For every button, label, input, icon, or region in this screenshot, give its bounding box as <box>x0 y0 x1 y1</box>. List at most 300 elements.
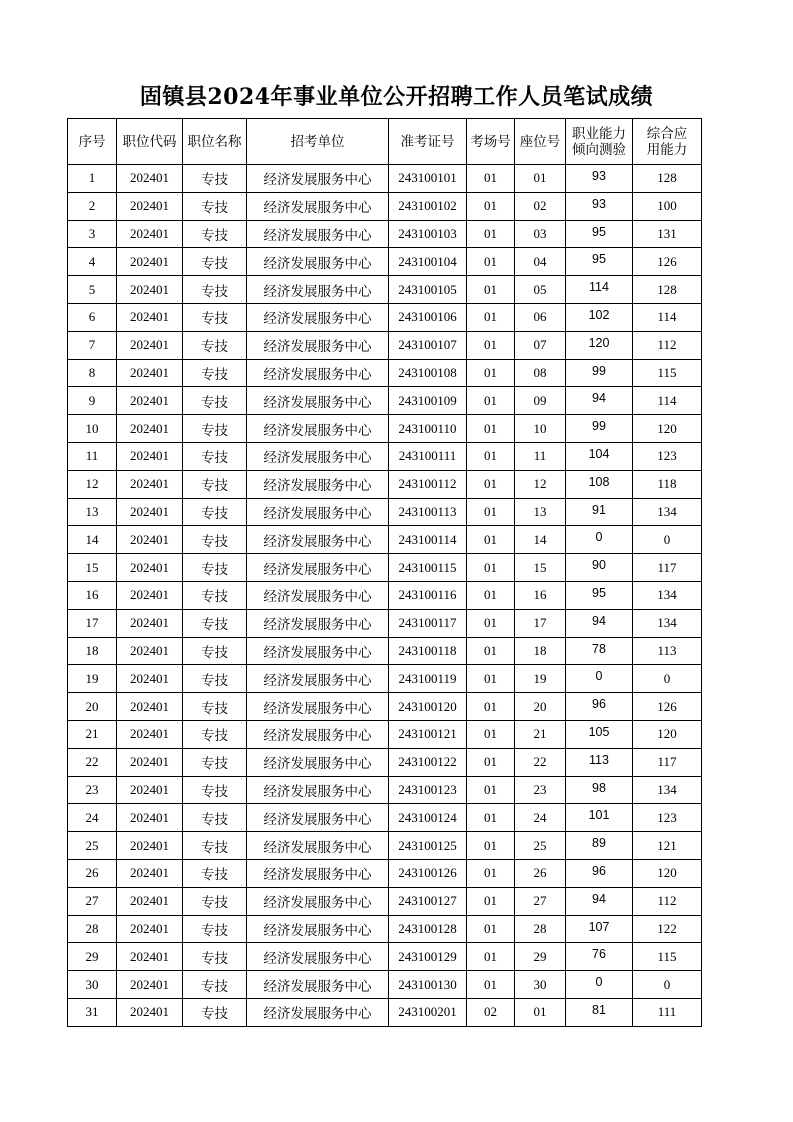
cell-position-code: 202401 <box>117 498 183 526</box>
cell-position-name: 专技 <box>183 415 247 443</box>
cell-position-code: 202401 <box>117 832 183 860</box>
cell-seat: 15 <box>515 554 566 582</box>
cell-ticket-number: 243100118 <box>389 637 467 665</box>
cell-applied-score: 114 <box>633 303 702 331</box>
cell-applied-score: 117 <box>633 554 702 582</box>
cell-exam-room: 01 <box>467 498 515 526</box>
table-header-row <box>68 119 702 165</box>
cell-seat: 18 <box>515 637 566 665</box>
cell-ticket-number: 243100122 <box>389 748 467 776</box>
cell-index: 25 <box>68 832 117 860</box>
cell-recruiting-unit: 经济发展服务中心 <box>247 804 389 832</box>
cell-position-name: 专技 <box>183 720 247 748</box>
cell-exam-room: 01 <box>467 303 515 331</box>
cell-recruiting-unit: 经济发展服务中心 <box>247 887 389 915</box>
cell-seat: 08 <box>515 359 566 387</box>
cell-position-code: 202401 <box>117 387 183 415</box>
cell-position-name: 专技 <box>183 943 247 971</box>
cell-recruiting-unit: 经济发展服务中心 <box>247 609 389 637</box>
cell-ticket-number: 243100130 <box>389 971 467 999</box>
table-row <box>68 693 702 721</box>
cell-index: 18 <box>68 637 117 665</box>
table-row <box>68 609 702 637</box>
cell-position-code: 202401 <box>117 943 183 971</box>
cell-applied-score: 0 <box>633 971 702 999</box>
cell-exam-room: 01 <box>467 804 515 832</box>
cell-position-code: 202401 <box>117 303 183 331</box>
cell-exam-room: 01 <box>467 359 515 387</box>
cell-exam-room: 01 <box>467 526 515 554</box>
cell-index: 16 <box>68 581 117 609</box>
cell-seat: 23 <box>515 776 566 804</box>
cell-recruiting-unit: 经济发展服务中心 <box>247 498 389 526</box>
cell-ticket-number: 243100125 <box>389 832 467 860</box>
cell-position-name: 专技 <box>183 859 247 887</box>
cell-exam-room: 01 <box>467 637 515 665</box>
table-row <box>68 220 702 248</box>
cell-exam-room: 01 <box>467 748 515 776</box>
cell-aptitude-score: 76 <box>566 943 633 971</box>
cell-ticket-number: 243100111 <box>389 442 467 470</box>
cell-ticket-number: 243100115 <box>389 554 467 582</box>
cell-aptitude-score: 94 <box>566 887 633 915</box>
col-header-seat: 座位号 <box>515 119 566 165</box>
cell-index: 31 <box>68 998 117 1026</box>
cell-ticket-number: 243100129 <box>389 943 467 971</box>
cell-exam-room: 01 <box>467 165 515 193</box>
cell-position-code: 202401 <box>117 915 183 943</box>
cell-applied-score: 134 <box>633 609 702 637</box>
cell-position-name: 专技 <box>183 665 247 693</box>
cell-seat: 29 <box>515 943 566 971</box>
table-row <box>68 859 702 887</box>
cell-index: 12 <box>68 470 117 498</box>
cell-applied-score: 134 <box>633 776 702 804</box>
cell-ticket-number: 243100106 <box>389 303 467 331</box>
cell-ticket-number: 243100112 <box>389 470 467 498</box>
cell-position-name: 专技 <box>183 442 247 470</box>
cell-applied-score: 134 <box>633 498 702 526</box>
cell-applied-score: 131 <box>633 220 702 248</box>
cell-seat: 04 <box>515 248 566 276</box>
cell-index: 11 <box>68 442 117 470</box>
table-row <box>68 971 702 999</box>
cell-exam-room: 01 <box>467 665 515 693</box>
cell-position-code: 202401 <box>117 665 183 693</box>
table-row <box>68 442 702 470</box>
cell-applied-score: 128 <box>633 165 702 193</box>
cell-aptitude-score: 0 <box>566 665 633 693</box>
cell-position-code: 202401 <box>117 276 183 304</box>
cell-aptitude-score: 95 <box>566 248 633 276</box>
cell-ticket-number: 243100124 <box>389 804 467 832</box>
cell-seat: 01 <box>515 998 566 1026</box>
cell-ticket-number: 243100110 <box>389 415 467 443</box>
cell-index: 1 <box>68 165 117 193</box>
cell-position-name: 专技 <box>183 804 247 832</box>
table-row <box>68 665 702 693</box>
cell-position-name: 专技 <box>183 693 247 721</box>
cell-recruiting-unit: 经济发展服务中心 <box>247 359 389 387</box>
cell-position-code: 202401 <box>117 220 183 248</box>
cell-ticket-number: 243100123 <box>389 776 467 804</box>
cell-ticket-number: 243100128 <box>389 915 467 943</box>
cell-applied-score: 128 <box>633 276 702 304</box>
cell-position-code: 202401 <box>117 554 183 582</box>
cell-position-name: 专技 <box>183 832 247 860</box>
cell-index: 2 <box>68 192 117 220</box>
cell-index: 29 <box>68 943 117 971</box>
cell-index: 17 <box>68 609 117 637</box>
cell-ticket-number: 243100108 <box>389 359 467 387</box>
cell-seat: 22 <box>515 748 566 776</box>
cell-seat: 13 <box>515 498 566 526</box>
cell-ticket-number: 243100119 <box>389 665 467 693</box>
col-header-applied-ability <box>633 119 702 165</box>
cell-exam-room: 01 <box>467 442 515 470</box>
cell-recruiting-unit: 经济发展服务中心 <box>247 776 389 804</box>
cell-position-name: 专技 <box>183 331 247 359</box>
cell-aptitude-score: 99 <box>566 359 633 387</box>
cell-exam-room: 01 <box>467 693 515 721</box>
cell-position-name: 专技 <box>183 637 247 665</box>
cell-exam-room: 01 <box>467 276 515 304</box>
table-row <box>68 804 702 832</box>
cell-position-name: 专技 <box>183 165 247 193</box>
cell-index: 10 <box>68 415 117 443</box>
table-row <box>68 526 702 554</box>
cell-applied-score: 0 <box>633 526 702 554</box>
cell-exam-room: 01 <box>467 248 515 276</box>
table-row <box>68 720 702 748</box>
cell-position-name: 专技 <box>183 220 247 248</box>
cell-recruiting-unit: 经济发展服务中心 <box>247 971 389 999</box>
page-title: 固镇县2024年事业单位公开招聘工作人员笔试成绩 <box>139 84 654 110</box>
cell-position-code: 202401 <box>117 415 183 443</box>
cell-index: 6 <box>68 303 117 331</box>
cell-recruiting-unit: 经济发展服务中心 <box>247 637 389 665</box>
table-row <box>68 581 702 609</box>
table-row <box>68 248 702 276</box>
cell-ticket-number: 243100116 <box>389 581 467 609</box>
cell-exam-room: 02 <box>467 998 515 1026</box>
cell-ticket-number: 243100107 <box>389 331 467 359</box>
cell-aptitude-score: 0 <box>566 971 633 999</box>
cell-recruiting-unit: 经济发展服务中心 <box>247 303 389 331</box>
cell-position-name: 专技 <box>183 303 247 331</box>
cell-seat: 11 <box>515 442 566 470</box>
cell-index: 8 <box>68 359 117 387</box>
cell-exam-room: 01 <box>467 720 515 748</box>
cell-recruiting-unit: 经济发展服务中心 <box>247 331 389 359</box>
cell-seat: 30 <box>515 971 566 999</box>
cell-recruiting-unit: 经济发展服务中心 <box>247 915 389 943</box>
cell-exam-room: 01 <box>467 470 515 498</box>
cell-applied-score: 134 <box>633 581 702 609</box>
table-row <box>68 554 702 582</box>
cell-exam-room: 01 <box>467 859 515 887</box>
cell-aptitude-score: 95 <box>566 220 633 248</box>
table-row <box>68 415 702 443</box>
cell-index: 3 <box>68 220 117 248</box>
cell-index: 21 <box>68 720 117 748</box>
cell-applied-score: 100 <box>633 192 702 220</box>
cell-position-code: 202401 <box>117 804 183 832</box>
cell-recruiting-unit: 经济发展服务中心 <box>247 748 389 776</box>
cell-aptitude-score: 101 <box>566 804 633 832</box>
cell-aptitude-score: 105 <box>566 720 633 748</box>
cell-index: 5 <box>68 276 117 304</box>
cell-recruiting-unit: 经济发展服务中心 <box>247 665 389 693</box>
cell-position-name: 专技 <box>183 998 247 1026</box>
cell-exam-room: 01 <box>467 776 515 804</box>
cell-seat: 06 <box>515 303 566 331</box>
cell-position-code: 202401 <box>117 859 183 887</box>
cell-applied-score: 0 <box>633 665 702 693</box>
cell-exam-room: 01 <box>467 832 515 860</box>
cell-index: 13 <box>68 498 117 526</box>
cell-position-code: 202401 <box>117 192 183 220</box>
cell-seat: 01 <box>515 165 566 193</box>
cell-recruiting-unit: 经济发展服务中心 <box>247 859 389 887</box>
table-row <box>68 192 702 220</box>
cell-index: 20 <box>68 693 117 721</box>
cell-index: 19 <box>68 665 117 693</box>
cell-applied-score: 112 <box>633 331 702 359</box>
cell-index: 26 <box>68 859 117 887</box>
cell-applied-score: 120 <box>633 720 702 748</box>
col-header-aptitude-test <box>566 119 633 165</box>
cell-ticket-number: 243100101 <box>389 165 467 193</box>
cell-aptitude-score: 96 <box>566 693 633 721</box>
cell-position-name: 专技 <box>183 887 247 915</box>
cell-position-name: 专技 <box>183 387 247 415</box>
cell-aptitude-score: 94 <box>566 609 633 637</box>
table-row <box>68 303 702 331</box>
cell-position-code: 202401 <box>117 776 183 804</box>
cell-aptitude-score: 120 <box>566 331 633 359</box>
cell-position-name: 专技 <box>183 248 247 276</box>
cell-aptitude-score: 90 <box>566 554 633 582</box>
col-header-position-code: 职位代码 <box>117 119 183 165</box>
cell-exam-room: 01 <box>467 220 515 248</box>
cell-seat: 07 <box>515 331 566 359</box>
cell-exam-room: 01 <box>467 387 515 415</box>
cell-index: 23 <box>68 776 117 804</box>
cell-index: 28 <box>68 915 117 943</box>
cell-aptitude-score: 107 <box>566 915 633 943</box>
cell-recruiting-unit: 经济发展服务中心 <box>247 192 389 220</box>
cell-recruiting-unit: 经济发展服务中心 <box>247 276 389 304</box>
cell-ticket-number: 243100113 <box>389 498 467 526</box>
cell-position-code: 202401 <box>117 526 183 554</box>
cell-applied-score: 122 <box>633 915 702 943</box>
cell-exam-room: 01 <box>467 943 515 971</box>
cell-position-name: 专技 <box>183 609 247 637</box>
cell-aptitude-score: 108 <box>566 470 633 498</box>
cell-ticket-number: 243100114 <box>389 526 467 554</box>
cell-applied-score: 115 <box>633 359 702 387</box>
cell-exam-room: 01 <box>467 192 515 220</box>
cell-seat: 19 <box>515 665 566 693</box>
table-row <box>68 776 702 804</box>
cell-index: 7 <box>68 331 117 359</box>
cell-position-name: 专技 <box>183 776 247 804</box>
cell-index: 4 <box>68 248 117 276</box>
cell-recruiting-unit: 经济发展服务中心 <box>247 554 389 582</box>
cell-position-name: 专技 <box>183 192 247 220</box>
cell-applied-score: 117 <box>633 748 702 776</box>
cell-index: 24 <box>68 804 117 832</box>
cell-exam-room: 01 <box>467 887 515 915</box>
cell-aptitude-score: 98 <box>566 776 633 804</box>
cell-position-code: 202401 <box>117 748 183 776</box>
cell-exam-room: 01 <box>467 915 515 943</box>
cell-applied-score: 111 <box>633 998 702 1026</box>
table-row <box>68 331 702 359</box>
cell-position-name: 专技 <box>183 915 247 943</box>
cell-seat: 16 <box>515 581 566 609</box>
cell-applied-score: 113 <box>633 637 702 665</box>
cell-seat: 14 <box>515 526 566 554</box>
cell-applied-score: 126 <box>633 248 702 276</box>
table-row <box>68 887 702 915</box>
col-header-recruiting-unit: 招考单位 <box>247 119 389 165</box>
cell-recruiting-unit: 经济发展服务中心 <box>247 720 389 748</box>
table-row <box>68 943 702 971</box>
cell-position-name: 专技 <box>183 470 247 498</box>
cell-aptitude-score: 113 <box>566 748 633 776</box>
cell-position-code: 202401 <box>117 248 183 276</box>
cell-exam-room: 01 <box>467 415 515 443</box>
cell-ticket-number: 243100102 <box>389 192 467 220</box>
cell-recruiting-unit: 经济发展服务中心 <box>247 442 389 470</box>
cell-position-code: 202401 <box>117 637 183 665</box>
cell-index: 30 <box>68 971 117 999</box>
cell-aptitude-score: 89 <box>566 832 633 860</box>
table-row <box>68 359 702 387</box>
cell-recruiting-unit: 经济发展服务中心 <box>247 248 389 276</box>
cell-applied-score: 118 <box>633 470 702 498</box>
cell-seat: 09 <box>515 387 566 415</box>
score-table <box>67 118 702 1027</box>
table-row <box>68 165 702 193</box>
cell-position-code: 202401 <box>117 165 183 193</box>
cell-applied-score: 126 <box>633 693 702 721</box>
cell-recruiting-unit: 经济发展服务中心 <box>247 387 389 415</box>
table-row <box>68 470 702 498</box>
cell-ticket-number: 243100105 <box>389 276 467 304</box>
col-header-ticket-number: 准考证号 <box>389 119 467 165</box>
cell-seat: 03 <box>515 220 566 248</box>
cell-applied-score: 114 <box>633 387 702 415</box>
cell-aptitude-score: 95 <box>566 581 633 609</box>
cell-position-code: 202401 <box>117 331 183 359</box>
cell-exam-room: 01 <box>467 971 515 999</box>
col-header-position-name: 职位名称 <box>183 119 247 165</box>
cell-applied-score: 121 <box>633 832 702 860</box>
cell-aptitude-score: 102 <box>566 303 633 331</box>
cell-position-name: 专技 <box>183 581 247 609</box>
cell-applied-score: 123 <box>633 804 702 832</box>
cell-position-code: 202401 <box>117 720 183 748</box>
cell-ticket-number: 243100121 <box>389 720 467 748</box>
cell-seat: 25 <box>515 832 566 860</box>
cell-ticket-number: 243100117 <box>389 609 467 637</box>
cell-position-name: 专技 <box>183 748 247 776</box>
cell-aptitude-score: 99 <box>566 415 633 443</box>
cell-position-name: 专技 <box>183 498 247 526</box>
cell-position-name: 专技 <box>183 554 247 582</box>
cell-position-name: 专技 <box>183 971 247 999</box>
cell-recruiting-unit: 经济发展服务中心 <box>247 526 389 554</box>
cell-index: 9 <box>68 387 117 415</box>
cell-ticket-number: 243100127 <box>389 887 467 915</box>
cell-aptitude-score: 104 <box>566 442 633 470</box>
table-row <box>68 276 702 304</box>
cell-ticket-number: 243100109 <box>389 387 467 415</box>
cell-position-code: 202401 <box>117 887 183 915</box>
cell-recruiting-unit: 经济发展服务中心 <box>247 415 389 443</box>
cell-seat: 12 <box>515 470 566 498</box>
cell-recruiting-unit: 经济发展服务中心 <box>247 470 389 498</box>
cell-recruiting-unit: 经济发展服务中心 <box>247 165 389 193</box>
cell-aptitude-score: 78 <box>566 637 633 665</box>
cell-position-code: 202401 <box>117 693 183 721</box>
col-header-aptitude-label: 职业能力 倾向测验 <box>572 125 626 158</box>
cell-index: 27 <box>68 887 117 915</box>
cell-exam-room: 01 <box>467 581 515 609</box>
col-header-applied-label: 综合应 用能力 <box>646 125 688 158</box>
cell-applied-score: 120 <box>633 859 702 887</box>
cell-applied-score: 123 <box>633 442 702 470</box>
cell-applied-score: 115 <box>633 943 702 971</box>
cell-index: 14 <box>68 526 117 554</box>
cell-exam-room: 01 <box>467 609 515 637</box>
cell-seat: 27 <box>515 887 566 915</box>
cell-recruiting-unit: 经济发展服务中心 <box>247 998 389 1026</box>
table-row <box>68 998 702 1026</box>
cell-recruiting-unit: 经济发展服务中心 <box>247 943 389 971</box>
cell-ticket-number: 243100201 <box>389 998 467 1026</box>
cell-ticket-number: 243100126 <box>389 859 467 887</box>
cell-aptitude-score: 96 <box>566 859 633 887</box>
cell-aptitude-score: 81 <box>566 998 633 1026</box>
table-row <box>68 915 702 943</box>
cell-seat: 17 <box>515 609 566 637</box>
cell-exam-room: 01 <box>467 554 515 582</box>
cell-aptitude-score: 0 <box>566 526 633 554</box>
cell-position-name: 专技 <box>183 276 247 304</box>
cell-applied-score: 112 <box>633 887 702 915</box>
cell-seat: 20 <box>515 693 566 721</box>
cell-aptitude-score: 91 <box>566 498 633 526</box>
col-header-index: 序号 <box>68 119 117 165</box>
cell-recruiting-unit: 经济发展服务中心 <box>247 581 389 609</box>
table-row <box>68 832 702 860</box>
cell-position-code: 202401 <box>117 359 183 387</box>
cell-position-code: 202401 <box>117 470 183 498</box>
cell-exam-room: 01 <box>467 331 515 359</box>
cell-ticket-number: 243100120 <box>389 693 467 721</box>
cell-position-name: 专技 <box>183 359 247 387</box>
cell-ticket-number: 243100103 <box>389 220 467 248</box>
table-row <box>68 748 702 776</box>
cell-ticket-number: 243100104 <box>389 248 467 276</box>
cell-position-code: 202401 <box>117 971 183 999</box>
cell-seat: 24 <box>515 804 566 832</box>
cell-position-code: 202401 <box>117 609 183 637</box>
